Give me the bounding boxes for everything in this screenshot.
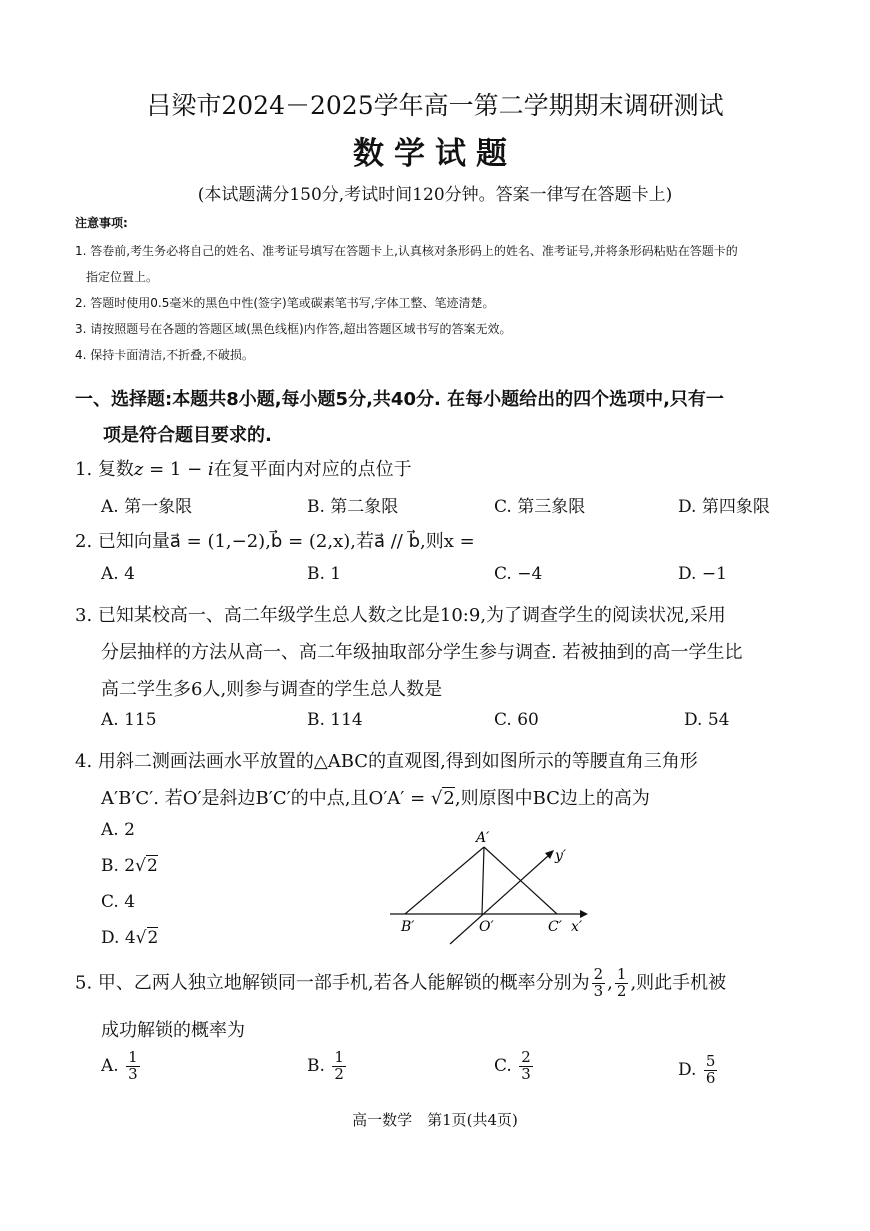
section-heading: 一、选择题:本题共8小题,每小题5分,共40分. 在每小题给出的四个选项中,只有一: [75, 389, 724, 410]
fraction-denominator: 3: [521, 1064, 531, 1083]
q4-option-c: C. 4: [101, 892, 136, 912]
fraction-denominator: 2: [334, 1064, 344, 1083]
option-fraction: [332, 1050, 346, 1083]
fraction-numerator: 5: [705, 1052, 716, 1070]
q4-option-d-text: D. 4: [101, 928, 136, 948]
q4-option-a: A. 2: [101, 820, 135, 840]
q1-option-a: A. 第一象限: [101, 497, 193, 517]
option-label: C.: [494, 1055, 512, 1076]
question-3-cont: 高二学生多6人,则参与调查的学生总人数是: [101, 679, 443, 700]
q4-sqrt: 2: [443, 788, 455, 809]
fraction-numerator: 1: [334, 1048, 344, 1066]
question-3-cont: 分层抽样的方法从高一、高二年级抽取部分学生参与调查. 若被抽到的高一学生比: [101, 642, 743, 663]
question-5: [75, 967, 726, 1000]
q3-option-b: B. 114: [307, 710, 363, 730]
notice-item: 指定位置上。: [86, 270, 159, 284]
q5-comma: ,: [607, 972, 613, 994]
notice-heading: 注意事项:: [75, 216, 128, 230]
fraction-denominator: 2: [616, 981, 627, 1000]
q4-option-b-text: B. 2: [101, 856, 136, 876]
notice-item: 2. 答题时使用0.5毫米的黑色中性(签字)笔或碳素笔书写,字体工整、笔迹清楚。: [75, 296, 495, 310]
question-5-cont: 成功解锁的概率为: [101, 1020, 245, 1041]
question-4-cont: A′B′C′. 若O′是斜边B′C′的中点,且O′A′ = √2,则原图中BC边上的高为: [101, 788, 650, 809]
label-c: C′: [548, 919, 562, 935]
fraction-numerator: 1: [128, 1048, 138, 1066]
q1-option-b: B. 第二象限: [307, 497, 399, 517]
q5-option-c: [494, 1050, 535, 1083]
fraction-denominator: 3: [128, 1064, 138, 1083]
question-3: 3. 已知某校高一、高二年级学生总人数之比是10:9,为了调查学生的阅读状况,采用: [75, 605, 726, 626]
q1-math: z: [133, 459, 144, 480]
fraction-numerator: 2: [521, 1048, 531, 1066]
fraction-denominator: 3: [593, 981, 604, 1000]
q3-option-a: A. 115: [101, 710, 157, 730]
q3-option-c: C. 60: [494, 710, 539, 730]
q4-option-d-sqrt: 2: [147, 928, 159, 948]
q1-option-c: C. 第三象限: [494, 497, 586, 517]
x-axis-arrow: [580, 910, 588, 918]
y-axis-line: [450, 856, 548, 944]
q2-option-c: C. −4: [494, 564, 543, 584]
notice-item: 3. 请按照题号在各题的答题区域(黑色线框)内作答,超出答题区域书写的答案无效。: [75, 322, 512, 336]
question-4: 4. 用斜二测画法画水平放置的△ABC的直观图,得到如图所示的等腰直角三角形: [75, 751, 698, 772]
option-label: B.: [307, 1055, 325, 1076]
side-a-b: [405, 847, 484, 914]
option-fraction: [519, 1050, 533, 1083]
option-label: D.: [678, 1059, 697, 1080]
q1-text: 在复平面内对应的点位于: [213, 459, 412, 480]
fraction-denominator: 6: [705, 1068, 716, 1087]
q5-fraction-2: [615, 967, 629, 1000]
notice-item: 1. 答卷前,考生务必将自己的姓名、准考证号填写在答题卡上,认真核对条形码上的姓名、准考证号,并将条形码粘贴在答题卡的: [75, 244, 738, 258]
q5-text: ,则此手机被: [630, 972, 727, 994]
label-y: y′: [555, 848, 567, 864]
segment-o-a: [482, 847, 484, 914]
fraction-numerator: 1: [616, 965, 627, 983]
option-label: A.: [101, 1055, 119, 1076]
q5-text: 5. 甲、乙两人独立地解锁同一部手机,若各人能解锁的概率分别为: [75, 972, 590, 994]
exam-title: 吕梁市2024－2025学年高一第二学期期末调研测试: [146, 91, 724, 120]
label-x: x′: [571, 919, 583, 935]
question-1: [75, 455, 412, 481]
option-fraction: [704, 1054, 718, 1087]
q1-text: = 1 −: [143, 459, 208, 480]
q1-math: i: [207, 459, 214, 480]
q4-figure: [385, 820, 595, 950]
q2-option-b: B. 1: [307, 564, 342, 584]
subject-title: 数学试题: [353, 136, 517, 172]
q5-fraction-1: [592, 967, 606, 1000]
page-footer: 高一数学 第1页(共4页): [352, 1111, 518, 1129]
q5-option-d: [678, 1054, 719, 1087]
option-fraction: [126, 1050, 140, 1083]
label-o: O′: [479, 919, 494, 935]
fraction-numerator: 2: [593, 965, 604, 983]
q4-option-d: D. 4√2: [101, 928, 159, 948]
notice-item: 4. 保持卡面清洁,不折叠,不破损。: [75, 348, 254, 362]
label-b: B′: [401, 919, 415, 935]
q3-option-d: D. 54: [684, 710, 730, 730]
q4-text: A′B′C′. 若O′是斜边B′C′的中点,且O′A′ =: [101, 788, 431, 809]
q4-option-b-sqrt: 2: [146, 856, 158, 876]
q4-text: ,则原图中BC边上的高为: [454, 788, 650, 809]
label-a: A′: [476, 830, 490, 846]
section-heading-cont: 项是符合题目要求的.: [103, 425, 272, 446]
exam-subtitle: (本试题满分150分,考试时间120分钟。答案一律写在答题卡上): [197, 185, 673, 205]
q1-text: 1. 复数: [75, 459, 134, 480]
question-2: 2. 已知向量a⃗ = (1,−2),b⃗ = (2,x),若a⃗ // b⃗,则x =: [75, 531, 475, 552]
q1-option-d: D. 第四象限: [678, 497, 770, 517]
q4-option-b: B. 2√2: [101, 856, 158, 876]
q5-option-a: [101, 1050, 142, 1083]
q2-option-d: D. −1: [678, 564, 727, 584]
q5-option-b: [307, 1050, 348, 1083]
q2-option-a: A. 4: [101, 564, 135, 584]
